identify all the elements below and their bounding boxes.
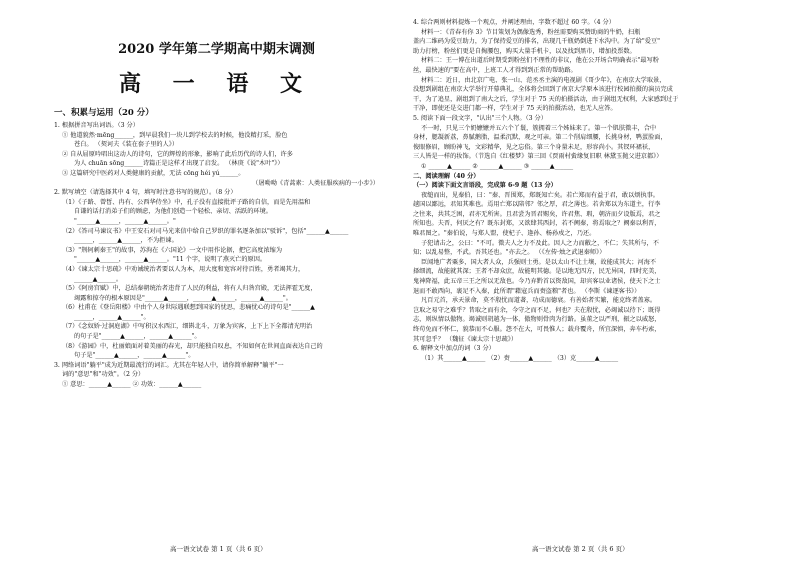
right-text-body	[413, 18, 774, 363]
text-line: 唯君图之。"秦伯说，与郑人盟，使杞子、逢孙、杨孙戍之，乃还。	[413, 230, 596, 238]
text-line: 的句子是"______▲______，______▲______"。	[74, 333, 201, 341]
left-text-body	[54, 121, 379, 390]
text-line: 不一时，只见三个奶嬷嬷并五六个丫鬟，簇拥着三个姊妹来了。第一个肌肤微丰，合中	[421, 124, 657, 132]
text-line: 3. 网络词语"躺平"成为近期最流行的词汇。尤其在年轻人中，请你简单解释"躺平"一	[54, 361, 284, 369]
text-line: 丝，最快速的"要在高中，上班工人才得到到正常的帮助路。	[413, 66, 577, 74]
text-line: ① 他道貌然·mēng______，到早晨我们一块儿到学校去的时候，他没精打采，脸色	[62, 131, 288, 139]
subject-heading: 高 一 语 文	[119, 71, 314, 97]
text-line: 材料二：近日，由北京广电、张一山、范丞丞主演的电视剧《哥少年》，在南京大学取景，	[421, 76, 666, 84]
text-line: 臣闻地广者粟多，国大者人众，兵强则士勇。是以太山不让土壤，故能成其大；河海不	[421, 258, 657, 266]
text-line: ① 意思：______▲______ ② 功效：______▲______	[62, 381, 202, 389]
text-line: （5）《阿房宫赋》中，总结秦朝统治者违背了人民的利益，将有人归咎宫殿，无法挥霍无度，	[62, 285, 317, 293]
text-line: 终苟免而不怀仁，貌恭而不心服。怨不在大，可畏惟人；载舟覆舟，所宜深慎，奔车朽索，	[413, 326, 661, 333]
text-line: 没想到剧组在南京大学举行开幕典礼，全体将会回到了南京大学原本该进行校园拍摄的演员完成	[413, 86, 673, 94]
text-line: 材料二：王一博在出道后时期受到粉丝们不理性的非议，他在公开场合明确表示"最写粉	[421, 57, 659, 65]
text-line: 身材，腮凝新荔，鼻腻鹅脂，温柔沉默，观之可亲。第二个削肩细腰，长挑身材，鸭蛋脸面，	[413, 134, 667, 142]
text-line: ③ 这篇研究中医药对人类健康的贡献，无法 cōng héi yú______。	[62, 169, 245, 177]
text-line: 2. 默写填空（请选择其中 4 句，填写时注意书写的规范）。（8 分）	[54, 189, 237, 197]
text-line: 退而不敢西向，裹足不入秦，此所谓"藉寇兵而赍盗粮"者也。 （李斯《谏逐客书》）	[413, 287, 641, 295]
text-line: 所知也。夫晋，何厌之有？既东封郑，又欲肆其西封，若不阙秦，将焉取之？阙秦以利晋，	[413, 220, 661, 228]
text-line: 干，为了追星，剧组到了南大之后，学生对于 75 天的拍摄活动，由于剧组无权利，大家感到过于	[413, 95, 679, 103]
text-line: 6. 解释文中加点的词（3 分）	[413, 345, 495, 353]
text-line: "______▲______，______▲______。"11 个字，说明了燕灭亡的原因。	[74, 256, 267, 264]
text-line: 三人皆是一样的妆饰。（节选自《红楼梦》第三回《贾雨村夤缘复旧职 林黛玉抛父进京都》）	[413, 153, 663, 161]
text-line: "______▲______，______▲______。"	[74, 217, 176, 225]
text-line: 1. 根据拼音写出词语。（3 分）	[54, 122, 139, 129]
text-line: 5. 阅读下面一段文字，"认出"三个人物。（3 分）	[413, 114, 547, 122]
text-line: ② 自从屈原吟唱出这动人的诗句，它的辉煌的形象，影响了此后历代的诗人们，许多	[62, 150, 293, 158]
text-line: 知；以乱易整，不武。吾其还也。"亦去之。 （《左传·烛之武退秦师》）	[413, 249, 606, 257]
text-line: （8）《游园》中，杜丽娘面对着美丽的春光，却只能独自叹息，不知如何在世间直面表达自己的	[62, 342, 323, 350]
text-line: （1）《子路、曾皙、冉有、公西华侍坐》中，孔子没有直接批评子路的自信，而是先用温和	[62, 198, 311, 206]
text-line: ______，______▲______"。	[74, 313, 150, 321]
text-line: 苍白。 （契诃夫《装在套子里的人》）	[74, 141, 179, 149]
text-line: 盖内二维码为爱豆助力，为了保持爱豆的排名，出现几千瓶奶倒进下水沟中。为了给"爱豆"	[413, 38, 661, 46]
text-line: 助力打榜，粉丝们更是自掏腰包，购买大量手机卡，以及找到黑市，增加投票数。	[413, 47, 636, 55]
text-line: 自谦的话打消弟子们的顾虑，为他们创造一个轻松、亲切、活跃的环境。	[74, 208, 272, 216]
text-line: 4. 综合两则材料提炼一个观点，并阐述理由，字数不超过 60 字。（4 分）	[413, 19, 615, 26]
text-line: （1）其______▲______ （2）赍______▲______ （3）克______▲______	[421, 354, 619, 362]
exam-title: 2020 学年第二学期高中期末调测	[118, 42, 315, 57]
text-line: ______，______▲______，不为拒谏。	[74, 237, 178, 245]
text-line: 岂取之易守之难乎？昔取之而有余，今守之而不足，何也？夫在殷忧，必竭诚以待下；既得	[413, 306, 661, 314]
text-line: 夜缒而出，见秦伯，曰："秦、晋围郑，郑既知亡矣。若亡郑而有益于君，敢以烦执事。	[421, 191, 659, 199]
text-line: 其可忽乎？ （魏征《谏太宗十思疏》）	[413, 335, 518, 343]
text-line: ______▲______。	[74, 275, 123, 283]
text-line: 词的"意思"和"功效"。（2 分）	[62, 371, 145, 379]
text-line: ① ______▲______ ② ______▲______ ③ ______▲______	[421, 162, 574, 170]
text-line: 竭露和掠夺的根本原因是"______▲______，______▲______，______▲______"。	[74, 294, 292, 302]
text-line: （3）"荆轲刺秦王"的故事，苏洵在《六国论》一文中用作论据，把它高度浓缩为	[62, 246, 283, 254]
text-line: 鬼神降福，此五帝三王之所以无敌也。今乃弃黔首以资敌国，却宾客以业诸侯，使天下之士	[413, 278, 661, 286]
text-line: （屠呦呦《青蒿素：人类征服疾病的一小步》）	[252, 179, 379, 187]
page-2	[397, 0, 794, 561]
text-line: 为人 chuān sōng______诗篇正是这样才出现了启发。 （林庚《说"木叶"》）	[74, 160, 284, 168]
text-line: 句子是"______▲______，______▲______"。	[74, 352, 195, 360]
page-footer-1: 高一语文试卷 第 1 页（共 6 页）	[170, 545, 267, 553]
text-line: （一）阅读下面文言语段，完成第 6-9 题（13 分）	[413, 182, 557, 190]
text-line: 之往来，共其乏困，君亦无所害。且君尝为晋君赐矣，许君焦、瑕，朝济而夕设版焉，君之	[413, 210, 661, 218]
text-line: 俊眼修眉，顾盼神飞，文彩精华，见之忘俗。第三个身量未足，形容尚小。其钗环裙袄，	[413, 143, 655, 151]
text-line: 志，则纵情以傲物。竭诚则胡越为一体，傲物则骨肉为行路。虽董之以严刑，振之以威怒，	[413, 316, 661, 324]
text-line: （4）《谏太宗十思疏》中劝诫统治者要以人为本，用大度和宽容对待百姓，勇者竭其力，	[62, 265, 305, 273]
text-line: 子犯请击之，公曰："不可。微夫人之力不及此。因人之力而敝之，不仁；失其所与，不	[421, 239, 659, 247]
text-line: 干净，即使还是交进门都一样，学生对于 75 天的拍摄活动，也无人应答。	[413, 105, 617, 113]
text-line: （7）《念奴娇·过洞庭湖》中写积汉水西江，细斟北斗，万象为宾客，上下上下全都清光明治	[62, 323, 313, 331]
text-line: （6）杜甫在《登岳阳楼》中由个人身世际遇联想到国家的忧思，悲痛忧心的诗句是"______▲	[62, 304, 315, 312]
text-line: 材料一：《青春有你 3》节目策划为偶像选秀，粉丝需要购买赞助商的牛奶，扫瓶	[421, 28, 641, 36]
section-heading-1: 一、积累与运用（20 分）	[54, 108, 154, 118]
text-line: 二、阅读理解（40 分）	[413, 172, 480, 180]
text-line: 越国以鄙远，君知其难也。焉用亡郑以陪邻？邻之厚，君之薄也。若舍郑以为东道主，行李	[413, 201, 661, 209]
page-footer-2: 高一语文试卷 第 2 页（共 6 页）	[532, 545, 629, 553]
text-line: （2）《答司马谏议书》中王安石对司马光来信中给自己罗织的罪名逐条加以"驳诉"，包括"______▲______	[62, 227, 349, 235]
text-line: 凡百元首，承天景命，莫不殷忧而道著，功成而德衰。有善始者实繁，能克终者盖寡。	[421, 297, 657, 305]
text-line: 择细流，故能就其深；王者不却众庶，故能明其德。是以地无四方，民无异国，四时充美，	[413, 268, 661, 276]
